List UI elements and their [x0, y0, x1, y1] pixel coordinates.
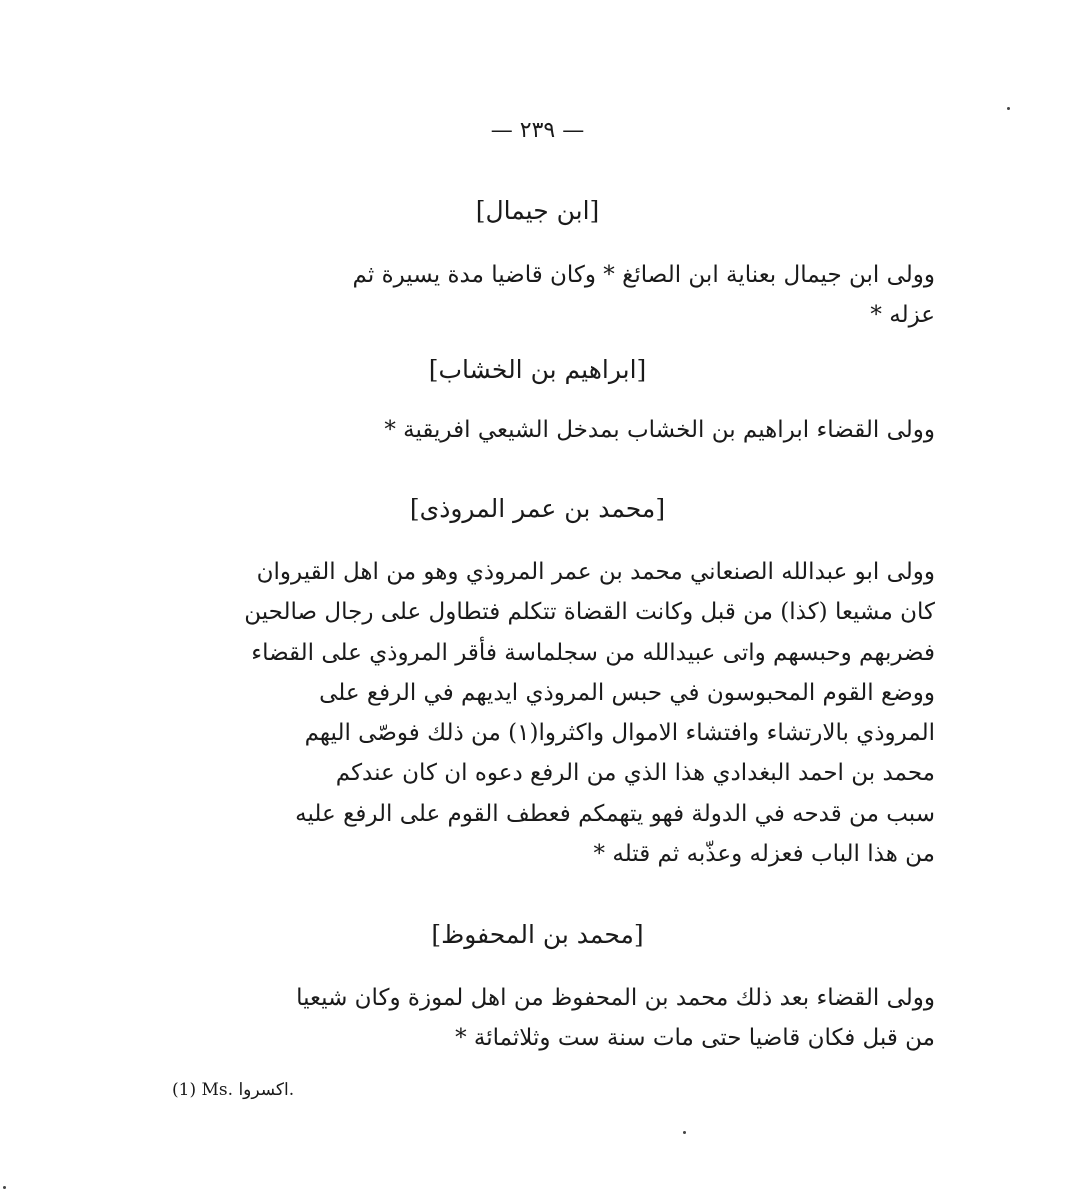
footnote: (1) Ms. اكسروا.	[172, 1080, 295, 1100]
paragraph-line: فضربهم وحبسهم واتى عبيدالله من سجلماسة فأقر المروذي على القضاء	[251, 639, 935, 666]
section-heading-ibn-jaymal: [ابن جيمال]	[475, 196, 600, 225]
section-paragraph-ibrahim-ibn-al-khashshab	[140, 410, 935, 450]
paragraph-line: كان مشيعا (كذا) من قبل وكانت القضاة تتكلم فتطاول على رجال صالحين	[244, 599, 935, 626]
section-paragraph-muhammad-ibn-al-mahfuz	[140, 978, 935, 1058]
paragraph-line: وولى ابن جيمال بعناية ابن الصائغ * وكان قاضيا مدة يسيرة ثم	[352, 262, 935, 288]
section-paragraph-ibn-jaymal	[140, 255, 935, 335]
scan-speck	[683, 1131, 686, 1134]
paragraph-line: محمد بن احمد البغدادي هذا الذي من الرفع دعوه ان كان عندكم	[335, 760, 935, 787]
paragraph-line: وولى ابو عبدالله الصنعاني محمد بن عمر المروذي وهو من اهل القيروان	[256, 559, 935, 585]
paragraph-line: سبب من قدحه في الدولة فهو يتهمكم فعطف القوم على الرفع عليه	[295, 800, 935, 827]
paragraph-line: عزله *	[870, 302, 935, 328]
section-heading-ibrahim-ibn-al-khashshab: [ابراهيم بن الخشاب]	[428, 355, 647, 384]
section-paragraph-muhammad-ibn-umar-al-marwadhi	[140, 552, 935, 874]
page-number: — ٢٣٩ —	[490, 118, 585, 143]
section-heading-muhammad-ibn-umar-al-marwadhi: [محمد بن عمر المروذى]	[409, 494, 666, 523]
scan-speck	[3, 1186, 6, 1189]
scan-speck	[1007, 107, 1010, 110]
paragraph-line: المروذي بالارتشاء وافتشاء الاموال واكثروا(١) من ذلك فوصّى اليهم	[304, 720, 935, 747]
paragraph-line: وولى القضاء ابراهيم بن الخشاب بمدخل الشيعي افريقية *	[384, 417, 935, 443]
section-heading-muhammad-ibn-al-mahfuz: [محمد بن المحفوظ]	[431, 920, 644, 949]
paragraph-line: من هذا الباب فعزله وعذّبه ثم قتله *	[593, 841, 935, 868]
paragraph-line: وولى القضاء بعد ذلك محمد بن المحفوظ من اهل لموزة وكان شيعيا	[296, 985, 935, 1011]
paragraph-line: ووضع القوم المحبوسون في حبس المروذي ايديهم في الرفع على	[319, 679, 935, 706]
paragraph-line: من قبل فكان قاضيا حتى مات سنة ست وثلاثمائة *	[455, 1025, 935, 1051]
